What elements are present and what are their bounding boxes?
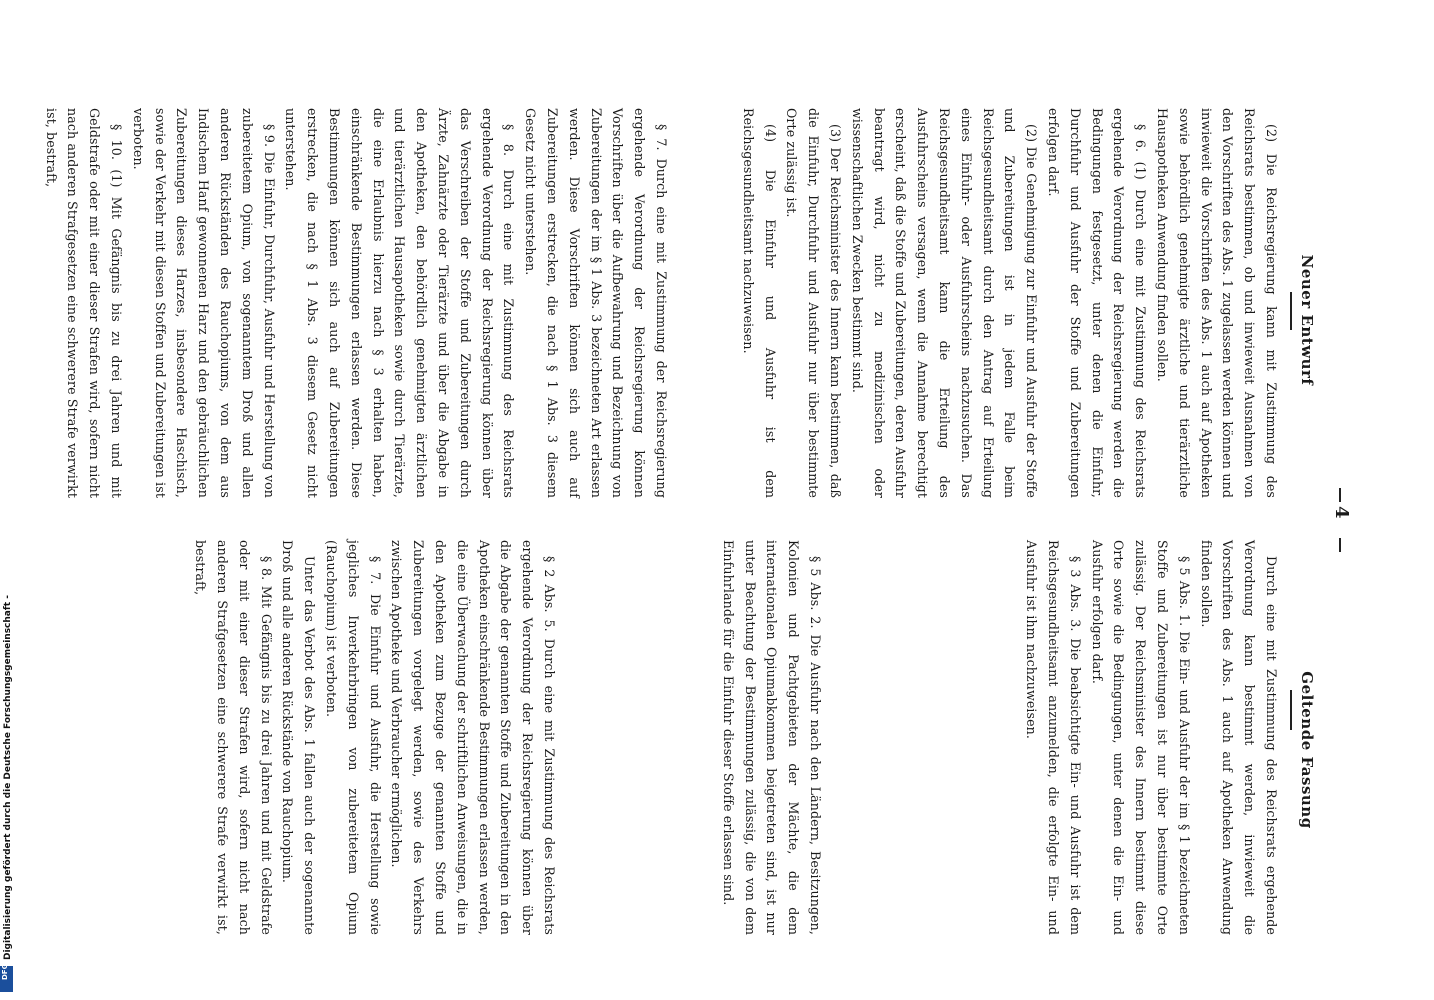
neuer-entwurf-upper-text xyxy=(740,108,1282,498)
paragraph: (3) Der Reichsminister des Innern kann bestimmen, daß die Einfuhr, Durchfuhr und Ausfuhr nur über bestimmte Orte zulässig ist. xyxy=(784,108,844,498)
page-number: 4 xyxy=(1331,506,1352,519)
paragraph: (2) Die Reichsregierung kann mit Zustimmung des Reichsrats bestimmen, ob und inwieweit Ausnahmen von den Vorschriften des Abs. 1 zugelassen werden können und inwieweit die Vorschriften des Abs. 1 auch auf Apotheken sowie behördlich genehmigte ärztliche und tierärztliche Hausapotheken Anwendung finden sollen. xyxy=(1155,108,1279,498)
paragraph: Durch eine mit Zustimmung des Reichsrats ergehende Verordnung kann bestimmt werden, inwieweit die Vorschriften des Abs. 1 auch auf Apotheken Anwendung finden sollen. xyxy=(1198,540,1279,935)
paragraph: § 10. (1) Mit Gefängnis bis zu drei Jahren und mit Geldstrafe oder mit einer dieser Strafen wird, sofern nicht nach anderen Strafgesetzen eine schwerere Strafe verwirkt ist, bestraft, xyxy=(43,108,125,498)
paragraph: § 5 Abs. 1. Die Ein- und Ausfuhr der im § 1 bezeichneten Stoffe und Zubereitungen ist nur über bestimmte Orte zulässig. Der Reichsminister des Innern bestimmt diese Orte sowie die Bedingungen, unter denen die Ein- und Ausfuhr erfolgen darf. xyxy=(1089,540,1192,935)
paragraph: (2) Die Genehmigung zur Einfuhr und Ausfuhr der Stoffe und Zubereitungen ist in jedem Falle beim Reichsgesundheitsamt durch den Antrag auf Erteilung eines Einfuhr- oder Ausfuhrscheins nachzusuchen. Das Reichsgesundheitsamt kann die Erteilung des Ausfuhrscheins versagen, wenn die Annahme berechtigt erscheint, daß die Stoffe und Zubereitungen, deren Ausfuhr beantragt wird, nicht zu medizinischen oder wissenschaftlichen Zwecken bestimmt sind. xyxy=(849,108,1040,498)
paragraph: § 6. (1) Durch eine mit Zustimmung des Reichsrats ergehende Verordnung der Reichsregierung werden die Bedingungen festgesetzt, unter denen die Einfuhr, Durchfuhr und Ausfuhr der Stoffe und Zubereitungen erfolgen darf. xyxy=(1046,108,1149,498)
paragraph: § 9. Die Einfuhr, Durchfuhr, Ausfuhr und Herstellung von zubereitetem Opium, von sogenanntem Droß und allen anderen Rückständen des Rauchopiums, von dem aus Indischem Hanf gewonnenen Harz und den gebräuchlichen Zubereitungen dieses Harzes, insbesondere Haschisch, sowie der Verkehr mit diesen Stoffen und Zubereitungen ist verboten. xyxy=(130,108,277,498)
digitization-credit: Digitalisierung gefördert durch die Deutsche Forschungsgemeinschaft - xyxy=(3,595,13,960)
right-heading-rule xyxy=(1290,690,1292,730)
neuer-entwurf-lower-text xyxy=(43,108,672,498)
paragraph: § 8. Durch eine mit Zustimmung des Reichsrats ergehende Verordnung der Reichsregierung können über das Verschreiben der Stoffe und Zubereitungen durch Ärzte, Zahnärzte oder Tierärzte und über die Abgabe in den Apotheken, den behördlich genehmigten ärztlichen und tierärztlichen Hausapotheken sowie durch Tierärzte, die eine Erlaubnis hierzu nach § 3 erhalten haben, einschränkende Bestimmungen erlassen werden. Diese Bestimmungen können sich auch auf Zubereitungen erstrecken, die nach § 1 Abs. 3 diesem Gesetz nicht unterstehen. xyxy=(283,108,517,498)
page-number-dash-bottom xyxy=(1339,538,1341,552)
paragraph: § 3 Abs. 3. Die beabsichtigte Ein- und Ausfuhr ist dem Reichsgesundheitsamt anzumelden, die erfolgte Ein- und Ausfuhr ist ihm nachzuweisen. xyxy=(1024,540,1083,935)
paragraph: § 2 Abs. 5. Durch eine mit Zustimmung des Reichsrats ergehende Verordnung der Reichsregierung können über die Abgabe der genannten Stoffe und Zubereitungen in den Apotheken einschränkende Bestimmungen erlassen werden, die eine Überwachung der schriftlichen Anweisungen, die in den Apotheken zum Bezuge der genannten Stoffe und Zubereitungen vorgelegt werden, sowie des Verkehrs zwischen Apotheke und Verbraucher ermöglichen. xyxy=(389,540,557,935)
geltende-fassung-middle-text xyxy=(686,540,826,935)
right-column-heading: Geltende Fassung xyxy=(1298,671,1316,829)
geltende-fassung-upper-text xyxy=(1022,540,1282,935)
paragraph: (4) Die Einfuhr und Ausfuhr ist dem Reichsgesundheitsamt nachzuweisen. xyxy=(740,108,778,498)
left-heading-rule xyxy=(1290,292,1292,330)
paragraph: § 5 Abs. 2. Die Ausfuhr nach den Ländern, Besitzungen, Kolonien und Pachtgebieten der Mächte, die dem internationalen Opiumabkommen beigetreten sind, ist nur unter Beachtung der Bestimmungen zulässig, die von dem Einfuhrlande für die Einfuhr dieser Stoffe erlassen sind. xyxy=(720,540,823,935)
page-number-dash-top xyxy=(1339,488,1341,502)
paragraph: Unter das Verbot des Abs. 1 fallen auch der sogenannte Droß und alle anderen Rückstände von Rauchopium. xyxy=(280,540,318,935)
dfg-logo-icon: DFG xyxy=(0,966,13,992)
left-column-heading: Neuer Entwurf xyxy=(1298,254,1316,386)
paragraph: § 7. Die Einfuhr und Ausfuhr, die Herstellung sowie jegliches Inverkehrbringen von zubereitetem Opium (Rauchopium) ist verboten. xyxy=(324,540,383,935)
geltende-fassung-lower-text xyxy=(140,540,560,935)
paragraph: § 7. Durch eine mit Zustimmung der Reichsregierung ergehende Verordnung der Reichsregierung können Vorschriften über die Aufbewahrung und Bezeichnung von Zubereitungen der im § 1 Abs. 3 bezeichneten Art erlassen werden. Diese Vorschriften können sich auch auf Zubereitungen erstrecken, die nach § 1 Abs. 3 diesem Gesetz nicht unterstehen. xyxy=(523,108,669,498)
paragraph: § 8. Mit Gefängnis bis zu drei Jahren und mit Geldstrafe oder mit einer dieser Strafen wird, sofern nicht nach anderen Strafgesetzen eine schwerere Strafe verwirkt ist, bestraft, xyxy=(193,540,274,935)
